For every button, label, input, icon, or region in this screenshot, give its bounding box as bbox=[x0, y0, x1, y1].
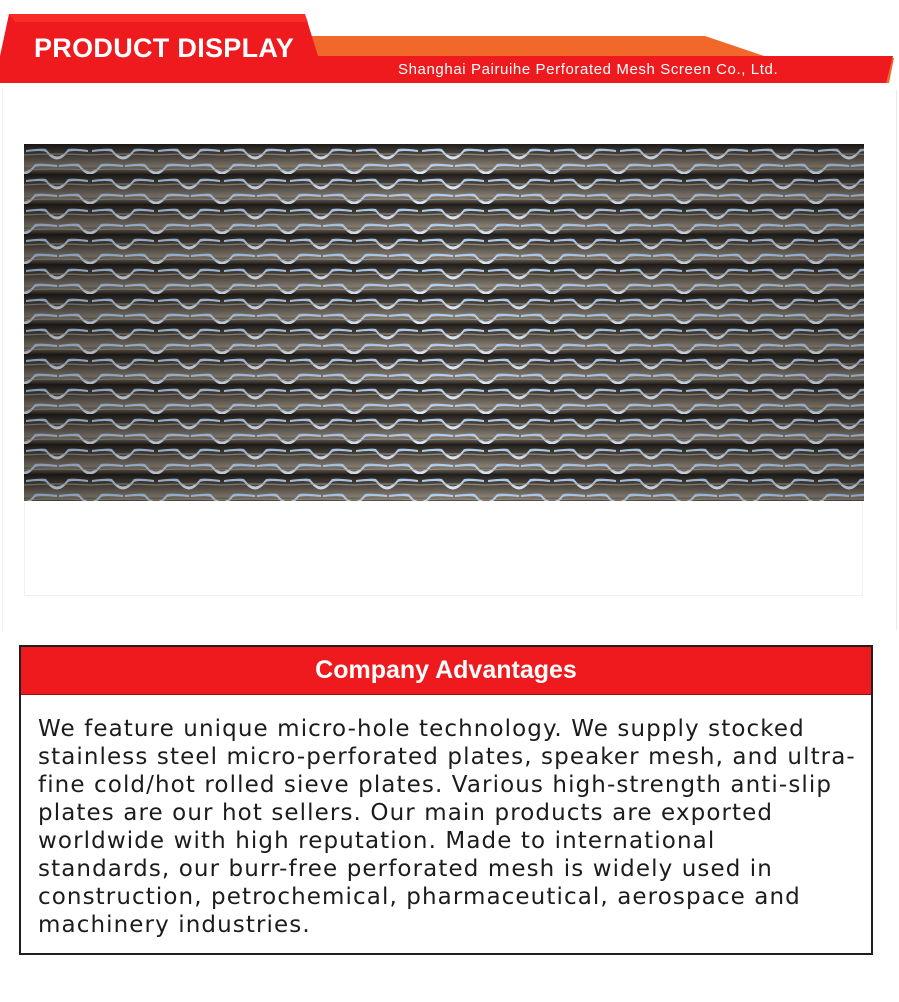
product-display-banner bbox=[0, 0, 899, 90]
company-advantages-panel bbox=[19, 645, 873, 955]
advantages-title: Company Advantages bbox=[315, 656, 577, 684]
left-divider bbox=[2, 90, 3, 630]
product-photo-mesh bbox=[24, 144, 864, 501]
company-name: Shanghai Pairuihe Perforated Mesh Screen Co., Ltd. bbox=[398, 61, 779, 78]
right-divider bbox=[896, 90, 897, 630]
advantages-header bbox=[21, 647, 871, 695]
advantages-description: We feature unique micro-hole technology. We supply stocked stainless steel micro-perforated plates, speaker mesh, and ultra-fine cold/hot rolled sieve plates. Various high-strength anti-slip plates are our hot sellers. Our main products are exported worldwide with high reputation. Made to international standards, our burr-free perforated mesh is widely used in construction, petrochemical, pharmaceutical, aerospace and machinery industries. bbox=[38, 716, 856, 938]
page-title: PRODUCT DISPLAY bbox=[34, 33, 295, 63]
